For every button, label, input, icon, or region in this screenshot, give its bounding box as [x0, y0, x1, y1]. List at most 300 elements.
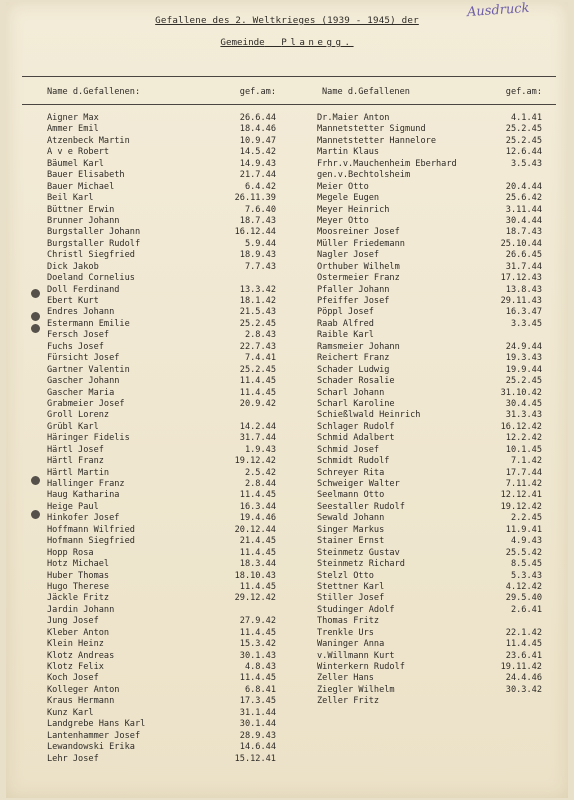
entry-row: [317, 113, 542, 124]
entry-date: 25.6.42: [505, 193, 542, 204]
entry-row: [47, 673, 276, 684]
entry-date: 29.5.40: [505, 593, 542, 604]
entry-date: 30.4.44: [505, 215, 542, 226]
entry-name: Büttner Erwin: [47, 204, 115, 215]
entry-date: 3.3.45: [510, 318, 542, 329]
entry-name: Meyer Otto: [317, 215, 369, 226]
entry-row: [317, 136, 542, 147]
entry-name: Hinkofer Josef: [47, 513, 120, 524]
entry-name: Estermann Emilie: [47, 318, 130, 329]
punch-hole-mark: [31, 324, 40, 333]
left-name-header: Name d.Gefallenen:: [47, 87, 141, 97]
entry-row: [47, 422, 276, 433]
entry-name: Beil Karl: [47, 193, 94, 204]
entry-date: 30.4.45: [505, 398, 542, 409]
entry-date: 10.1.45: [505, 444, 542, 455]
entry-name: Studinger Adolf: [317, 604, 395, 615]
header-top-rule: [22, 76, 556, 77]
entry-date: 18.3.44: [239, 559, 276, 570]
entry-name: Doll Ferdinand: [47, 284, 120, 295]
entry-name: Burgstaller Rudolf: [47, 238, 141, 249]
entry-date: 3.5.43: [510, 158, 542, 169]
entry-name: Scharl Karoline: [317, 398, 395, 409]
entry-row: [47, 307, 276, 318]
entry-name: Kunz Karl: [47, 707, 94, 718]
entry-name: Zeller Hans: [317, 673, 374, 684]
entry-name: Klotz Felix: [47, 662, 104, 672]
entry-row: [47, 479, 276, 490]
entry-row: [317, 330, 542, 341]
entry-name: Winterkern Rudolf: [317, 662, 405, 672]
punch-hole-mark: [31, 312, 40, 321]
entry-date: 11.4.45: [239, 547, 276, 558]
entry-row: [47, 513, 276, 524]
entry-date: 7.6.40: [244, 204, 276, 215]
entry-date: 25.2.45: [505, 124, 542, 135]
entry-row: [47, 136, 276, 147]
entry-row: [317, 559, 542, 570]
entry-row: [47, 685, 276, 696]
entry-row: [317, 696, 542, 707]
entry-row: [317, 124, 542, 135]
entry-row: [47, 159, 276, 170]
entry-date: 28.9.43: [239, 730, 276, 741]
entry-row: [317, 262, 542, 273]
entry-name: Zeller Fritz: [317, 696, 380, 707]
entry-date: 7.7.43: [244, 261, 276, 272]
entry-date: 11.9.41: [505, 524, 542, 535]
subtitle-municipality: Planegg.: [281, 37, 354, 48]
entry-date: 11.4.45: [239, 627, 276, 638]
entry-name: Jung Josef: [47, 616, 99, 627]
entry-date: 25.2.45: [239, 364, 276, 375]
entry-name: Dr.Maier Anton: [317, 113, 390, 123]
entry-row: [317, 227, 542, 238]
entry-date: 11.4.45: [239, 673, 276, 684]
punch-hole-mark: [31, 476, 40, 485]
entry-name: Stelzl Otto: [317, 570, 374, 581]
entry-row: [317, 433, 542, 444]
entry-row: [317, 307, 542, 318]
entry-name: Pfeiffer Josef: [317, 296, 390, 306]
right-name-header: Name d.Gefallenen: [322, 87, 410, 97]
entry-date: 19.11.42: [500, 662, 542, 672]
handwritten-note: Ausdruck: [466, 0, 530, 21]
entry-name: Landgrebe Hans Karl: [47, 719, 146, 730]
entry-row: [317, 548, 542, 559]
entry-name: Bauer Elisabeth: [47, 170, 125, 181]
entry-date: 31.3.43: [505, 410, 542, 421]
entry-date: 12.6.44: [505, 147, 542, 158]
entry-name: Hugo Therese: [47, 581, 110, 592]
entry-date: 31.7.44: [505, 261, 542, 272]
entry-date: 26.11.39: [234, 193, 276, 204]
entry-name: Hoffmann Wilfried: [47, 524, 135, 535]
entry-name: Bauer Michael: [47, 181, 115, 192]
entry-name: Lewandowski Erika: [47, 742, 135, 753]
entry-row: [47, 342, 276, 353]
entry-date: 18.9.43: [239, 250, 276, 261]
entry-row: [317, 285, 542, 296]
entry-row: [317, 479, 542, 490]
entry-date: 1.9.43: [244, 444, 276, 455]
entry-row: [47, 182, 276, 193]
entry-row: [47, 696, 276, 707]
entry-name: Grübl Karl: [47, 421, 99, 432]
entry-row: [47, 227, 276, 238]
entry-row: [47, 239, 276, 250]
entry-date: 25.2.45: [505, 135, 542, 146]
entry-row: [47, 170, 276, 181]
entry-row: [47, 433, 276, 444]
entry-date: 25.2.45: [505, 376, 542, 387]
entry-row: [317, 365, 542, 376]
entry-row: [317, 376, 542, 387]
entry-date: 18.7.43: [239, 215, 276, 226]
entry-row: [317, 445, 542, 456]
entry-date: 13.3.42: [239, 284, 276, 295]
entry-name: Stainer Ernst: [317, 536, 385, 547]
entry-row: [317, 273, 542, 284]
entry-name: Steinmetz Gustav: [317, 547, 400, 558]
entry-name: Martin Klaus: [317, 147, 380, 158]
entry-date: 25.10.44: [500, 238, 542, 249]
entry-date: 7.1.42: [510, 456, 542, 467]
entry-date: 31.10.42: [500, 387, 542, 398]
entry-date: 22.1.42: [505, 627, 542, 638]
entry-date: 11.4.45: [239, 490, 276, 501]
entry-date: 15.3.42: [239, 639, 276, 650]
punch-hole-mark: [31, 510, 40, 519]
entry-name: Lehr Josef: [47, 753, 99, 764]
entry-name: Härtl Franz: [47, 456, 104, 467]
entry-row: [317, 651, 542, 662]
entry-name: Schweiger Walter: [317, 479, 400, 489]
entry-date: 24.4.46: [505, 673, 542, 684]
entry-name: Gascher Maria: [47, 387, 115, 398]
entry-row: [317, 673, 542, 684]
entry-name: Schader Ludwig: [317, 364, 390, 375]
entry-row: [47, 708, 276, 719]
entry-row: [47, 582, 276, 593]
entry-row: [47, 628, 276, 639]
entry-row: [317, 536, 542, 547]
entry-row: [47, 662, 276, 673]
entry-row: [47, 376, 276, 387]
entry-row: [47, 285, 276, 296]
entry-row: [47, 571, 276, 582]
entry-date: 19.4.46: [239, 513, 276, 524]
entry-name: Schmid Josef: [317, 444, 380, 455]
entry-name: Seelmann Otto: [317, 490, 385, 501]
entry-row: [47, 616, 276, 627]
entry-name: Schlager Rudolf: [317, 421, 395, 432]
entry-row: [47, 273, 276, 284]
entry-row: [47, 216, 276, 227]
left-date-header: gef.am:: [239, 87, 276, 97]
entry-name: Orthuber Wilhelm: [317, 261, 400, 272]
entry-date: 14.9.43: [239, 158, 276, 169]
entry-row: [47, 193, 276, 204]
entry-name: Härtl Josef: [47, 444, 104, 455]
entry-row: [47, 536, 276, 547]
entry-row: [317, 342, 542, 353]
entry-name: Hallinger Franz: [47, 479, 125, 489]
entry-name: Nagler Josef: [317, 250, 380, 261]
entry-name: Ebert Kurt: [47, 296, 99, 306]
entry-date: 2.2.45: [510, 513, 542, 524]
entry-name: gen.v.Bechtolsheim: [317, 170, 411, 181]
entry-name: Thomas Fritz: [317, 616, 380, 627]
entry-row: [317, 468, 542, 479]
entry-row: [47, 651, 276, 662]
entry-name: Dick Jakob: [47, 261, 99, 272]
entry-date: 21.7.44: [239, 170, 276, 181]
entry-date: 6.4.42: [244, 181, 276, 192]
entry-name: v.Willmann Kurt: [317, 650, 395, 661]
entry-name: Waninger Anna: [317, 639, 385, 650]
entry-row: [47, 250, 276, 261]
entry-row: [47, 365, 276, 376]
entry-row: [317, 193, 542, 204]
entry-row: [317, 296, 542, 307]
entry-row: [317, 250, 542, 261]
entry-row: [317, 685, 542, 696]
entry-date: 11.4.45: [239, 387, 276, 398]
entry-row: [317, 319, 542, 330]
entry-date: 17.3.45: [239, 696, 276, 707]
entry-row: [317, 639, 542, 650]
entry-date: 8.5.45: [510, 559, 542, 570]
entry-name: Stiller Josef: [317, 593, 385, 604]
entry-date: 20.9.42: [239, 398, 276, 409]
entry-name: Klein Heinz: [47, 639, 104, 650]
entry-row: [317, 410, 542, 421]
entry-name: Endres Johann: [47, 307, 115, 318]
entry-row: [317, 571, 542, 582]
entry-row: [317, 388, 542, 399]
entry-date: 30.1.43: [239, 650, 276, 661]
entry-name: Doeland Cornelius: [47, 273, 135, 284]
entry-row: [47, 147, 276, 158]
entry-date: 11.4.45: [239, 376, 276, 387]
entry-row: [47, 445, 276, 456]
subtitle-prefix: Gemeinde: [220, 37, 265, 48]
entry-row: [47, 639, 276, 650]
entry-row: [317, 239, 542, 250]
entry-date: 19.3.43: [505, 353, 542, 364]
entry-date: 31.7.44: [239, 433, 276, 444]
entry-date: 5.9.44: [244, 238, 276, 249]
entry-name: Ziegler Wilhelm: [317, 684, 395, 695]
entry-date: 11.4.45: [239, 581, 276, 592]
entry-row: [317, 605, 542, 616]
entry-date: 16.3.47: [505, 307, 542, 318]
entry-name: Kleber Anton: [47, 627, 110, 638]
entry-date: 22.7.43: [239, 341, 276, 352]
entry-name: Hotz Michael: [47, 559, 110, 570]
entry-name: Fürsicht Josef: [47, 353, 120, 364]
entry-date: 25.2.45: [239, 318, 276, 329]
entry-name: Schader Rosalie: [317, 376, 395, 387]
entry-name: Hopp Rosa: [47, 547, 94, 558]
entry-date: 17.12.43: [500, 273, 542, 284]
entry-name: Atzenbeck Martin: [47, 135, 130, 146]
entry-date: 18.7.43: [505, 227, 542, 238]
entry-date: 2.8.43: [244, 330, 276, 341]
entry-name: Härtl Martin: [47, 467, 110, 478]
entry-date: 6.8.41: [244, 684, 276, 695]
entry-name: Hofmann Siegfried: [47, 536, 135, 547]
entry-name: Reichert Franz: [317, 353, 390, 364]
entry-date: 12.2.42: [505, 433, 542, 444]
entry-row: [317, 353, 542, 364]
entry-date: 19.9.44: [505, 364, 542, 375]
entry-date: 20.4.44: [505, 181, 542, 192]
entry-row: [47, 410, 276, 421]
entry-date: 17.7.44: [505, 467, 542, 478]
entry-date: 4.1.41: [510, 113, 542, 123]
entry-date: 7.4.41: [244, 353, 276, 364]
entry-date: 18.1.42: [239, 296, 276, 306]
entry-name: Mannetstetter Sigmund: [317, 124, 426, 135]
entry-date: 18.4.46: [239, 124, 276, 135]
entry-name: Schießlwald Heinrich: [317, 410, 421, 421]
entry-name: Sewald Johann: [317, 513, 385, 524]
entry-date: 4.9.43: [510, 536, 542, 547]
title-text: Gefallene des 2. Weltkrieges (1939 - 1945) der: [155, 15, 419, 26]
entry-date: 5.3.43: [510, 570, 542, 581]
entry-date: 16.12.44: [234, 227, 276, 238]
entry-row: [317, 616, 542, 627]
entry-row: [47, 353, 276, 364]
entry-date: 2.6.41: [510, 604, 542, 615]
entry-date: 23.6.41: [505, 650, 542, 661]
entry-row: [47, 490, 276, 501]
entry-name: Bäumel Karl: [47, 158, 104, 169]
entry-row: [47, 502, 276, 513]
document-subtitle: [0, 37, 574, 48]
entry-row: [47, 731, 276, 742]
entry-name: Gascher Johann: [47, 376, 120, 387]
entry-name: Meier Otto: [317, 181, 369, 192]
entry-row: [47, 742, 276, 753]
entry-row: [317, 502, 542, 513]
punch-hole-mark: [31, 289, 40, 298]
entry-row: [47, 330, 276, 341]
entry-row: [47, 262, 276, 273]
entry-name: Lantenhammer Josef: [47, 730, 141, 741]
entry-name: Ramsmeier Johann: [317, 341, 400, 352]
entry-name: Pfaller Johann: [317, 284, 390, 295]
entry-name: Scharl Johann: [317, 387, 385, 398]
entry-name: Klotz Andreas: [47, 650, 115, 661]
entry-name: Gartner Valentin: [47, 364, 130, 375]
entry-row: [317, 582, 542, 593]
entry-name: Schmid Adalbert: [317, 433, 395, 444]
entry-row: [47, 593, 276, 604]
entry-row: [47, 388, 276, 399]
entry-row: [317, 159, 542, 170]
entry-name: Mannetstetter Hannelore: [317, 135, 436, 146]
entry-row: [47, 754, 276, 765]
entry-name: Häringer Fidelis: [47, 433, 130, 444]
entry-name: Seestaller Rudolf: [317, 501, 405, 512]
entry-row: [47, 548, 276, 559]
header-bottom-rule: [22, 104, 556, 105]
entry-name: Groll Lorenz: [47, 410, 110, 421]
entry-date: 14.6.44: [239, 742, 276, 753]
entry-date: 2.5.42: [244, 467, 276, 478]
entry-row: [317, 170, 542, 181]
entry-row: [317, 628, 542, 639]
entry-name: Frhr.v.Mauchenheim Eberhard: [317, 158, 457, 169]
entry-date: 30.1.44: [239, 719, 276, 730]
document-title: [0, 15, 574, 26]
entry-name: Haug Katharina: [47, 490, 120, 501]
left-column-list: [47, 113, 276, 765]
entry-date: 26.6.45: [505, 250, 542, 261]
entry-row: [317, 593, 542, 604]
entry-name: Jäckle Fritz: [47, 593, 110, 604]
entry-row: [317, 422, 542, 433]
entry-name: Meyer Heinrich: [317, 204, 390, 215]
entry-row: [317, 399, 542, 410]
entry-date: 29.11.43: [500, 296, 542, 306]
entry-date: 4.8.43: [244, 662, 276, 672]
entry-name: Fersch Josef: [47, 330, 110, 341]
entry-date: 25.5.42: [505, 547, 542, 558]
entry-name: Aigner Max: [47, 113, 99, 123]
right-column-list: [317, 113, 542, 708]
entry-date: 20.12.44: [234, 524, 276, 535]
entry-row: [317, 182, 542, 193]
entry-name: Kraus Hermann: [47, 696, 115, 707]
entry-date: 2.8.44: [244, 479, 276, 489]
entry-date: 10.9.47: [239, 135, 276, 146]
entry-name: Schmidt Rudolf: [317, 456, 390, 467]
entry-name: Grabmeier Josef: [47, 398, 125, 409]
entry-date: 4.12.42: [505, 581, 542, 592]
entry-name: Raab Alfred: [317, 318, 374, 329]
entry-name: Jardin Johann: [47, 604, 115, 615]
entry-date: 13.8.43: [505, 284, 542, 295]
entry-date: 15.12.41: [234, 753, 276, 764]
entry-date: 27.9.42: [239, 616, 276, 627]
entry-date: 16.12.42: [500, 421, 542, 432]
entry-row: [47, 399, 276, 410]
entry-row: [47, 468, 276, 479]
entry-row: [47, 605, 276, 616]
entry-date: 14.5.42: [239, 147, 276, 158]
entry-name: Müller Friedemann: [317, 238, 405, 249]
entry-row: [317, 662, 542, 673]
entry-name: Brunner Johann: [47, 215, 120, 226]
entry-name: Fuchs Josef: [47, 341, 104, 352]
entry-date: 21.4.45: [239, 536, 276, 547]
entry-name: Koch Josef: [47, 673, 99, 684]
entry-name: Ammer Emil: [47, 124, 99, 135]
entry-date: 19.12.42: [500, 501, 542, 512]
entry-date: 26.6.44: [239, 113, 276, 123]
entry-row: [317, 490, 542, 501]
entry-name: Trenkle Urs: [317, 627, 374, 638]
entry-name: Heige Paul: [47, 501, 99, 512]
entry-row: [317, 216, 542, 227]
entry-row: [317, 513, 542, 524]
entry-date: 12.12.41: [500, 490, 542, 501]
entry-row: [47, 113, 276, 124]
